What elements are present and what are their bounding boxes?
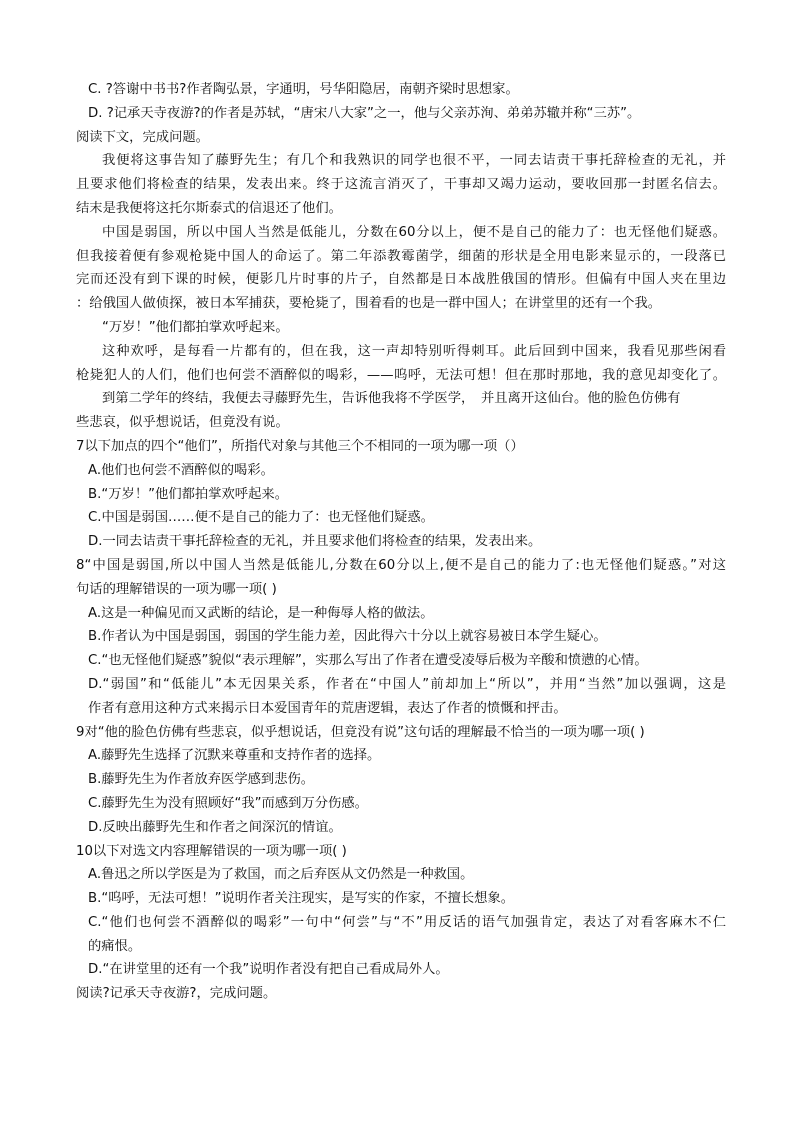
text-line: A.这是一种偏见而又武断的结论，是一种侮辱人格的做法。	[88, 605, 434, 621]
text-line: ：给俄国人做侦探，被日本军捕获，要枪毙了，围着看的也是一群中国人；在讲堂里的还有一个我。	[76, 296, 662, 312]
text-line: D.反映出藤野先生和作者之间深沉的情谊。	[88, 819, 342, 835]
text-line: D.“弱国”和“低能儿”本无因果关系，作者在“中国人”前却加上“所以”，并用“当然”加以强调，这是	[88, 676, 726, 692]
text-line: C. ?答谢中书书?作者陶弘景，字通明，号华阳隐居，南朝齐梁时思想家。	[88, 82, 519, 97]
text-line: B.“呜呼，无法可想！”说明作者关注现实，是写实的作家，不擅长想象。	[88, 891, 515, 907]
document-page	[76, 78, 726, 1006]
text-line: 阅读下文，完成问题。	[76, 129, 209, 145]
text-line: 10以下对选文内容理解错误的一项为哪一项( )	[76, 843, 347, 859]
text-line: “万岁！”他们都拍掌欢呼起来。	[102, 319, 289, 335]
text-line: C.“他们也何尝不酒醉似的喝彩”一句中“何尝”与“不”用反话的语气加强肯定，表达了对看客麻木不仁	[88, 914, 726, 930]
text-line: B.藤野先生为作者放弃医学感到悲伤。	[88, 772, 315, 788]
text-line: C.“也无怪他们疑惑”貌似“表示理解”，实那么写出了作者在遭受凌辱后极为辛酸和愤懑的心情。	[88, 653, 648, 669]
text-line: 且要求他们将检查的结果，发表出来。终于这流言消灭了，干事却又竭力运动，要收回那一封匿名信去。	[76, 177, 726, 193]
text-line: C.中国是弱国……便不是自己的能力了：也无怪他们疑惑。	[88, 510, 434, 526]
text-line: 的痛恨。	[88, 938, 142, 954]
text-line: 阅读?记承天寺夜游?，完成问题。	[76, 986, 277, 1002]
text-line: A.鲁迅之所以学医是为了救国，而之后弃医从文仍然是一种救国。	[88, 867, 474, 883]
text-line: 8“中国是弱国,所以中国人当然是低能儿,分数在60分以上,便不是自己的能力了:也无怪他们疑惑。”对这	[76, 557, 726, 573]
text-line: 些悲哀，似乎想说话，但竟没有说。	[76, 415, 289, 431]
text-line: 句话的理解错误的一项为哪一项( )	[76, 581, 277, 597]
text-line: 完而还没有到下课的时候，便影几片时事的片子，自然都是日本战胜俄国的情形。但偏有中国人夹在里边	[76, 272, 726, 288]
text-line: 到第二学年的终结，我便去寻藤野先生，告诉他我将不学医学， 并且离开这仙台。他的脸色仿佛有	[102, 391, 681, 407]
text-line: C.藤野先生为没有照顾好“我”而感到万分伤感。	[88, 795, 368, 811]
text-line: B.作者认为中国是弱国，弱国的学生能力差，因此得六十分以上就容易被日本学生疑心。	[88, 629, 607, 645]
text-line: 9对“他的脸色仿佛有些悲哀，似乎想说话，但竟没有说”这句话的理解最不恰当的一项为哪一项( )	[76, 724, 645, 740]
text-line: 中国是弱国，所以中国人当然是低能儿，分数在60分以上，便不是自己的能力了：也无怪他们疑惑。	[102, 224, 726, 240]
text-line: A.藤野先生选择了沉默来尊重和支持作者的选择。	[88, 748, 381, 764]
text-line: 作者有意用这种方式来揭示日本爱国青年的荒唐逻辑，表达了作者的愤慨和抨击。	[88, 700, 567, 716]
text-line: 但我接着便有参观枪毙中国人的命运了。第二年添教霉菌学，细菌的形状是全用电影来显示的，一段落已	[76, 248, 726, 264]
text-line: 枪毙犯人的人们，他们也何尝不酒醉似的喝彩，——呜呼，无法可想！但在那时那地，我的意见却变化了。	[76, 367, 726, 383]
text-line: D.一同去诘责干事托辞检查的无礼，并且要求他们将检查的结果，发表出来。	[88, 534, 542, 550]
text-line: 结末是我便将这托尔斯泰式的信退还了他们。	[76, 200, 342, 216]
text-line: 我便将这事告知了藤野先生；有几个和我熟识的同学也很不平，一同去诘责干事托辞检查的无礼，并	[102, 153, 726, 169]
text-line: D.“在讲堂里的还有一个我”说明作者没有把自己看成局外人。	[88, 962, 449, 978]
text-line: 这种欢呼，是每看一片都有的，但在我，这一声却特别听得刺耳。此后回到中国来，我看见那些闲看	[102, 343, 726, 359]
text-line: A.他们也何尝不酒醉似的喝彩。	[88, 462, 274, 478]
text-line: D. ?记承天寺夜游?的作者是苏轼，“唐宋八大家”之一，他与父亲苏洵、弟弟苏辙并称“三苏”。	[88, 105, 641, 121]
text-line: 7以下加点的四个“他们”，所指代对象与其他三个不相同的一项为哪一项（）	[76, 438, 524, 454]
text-line: B.“万岁！”他们都拍掌欢呼起来。	[88, 486, 288, 502]
